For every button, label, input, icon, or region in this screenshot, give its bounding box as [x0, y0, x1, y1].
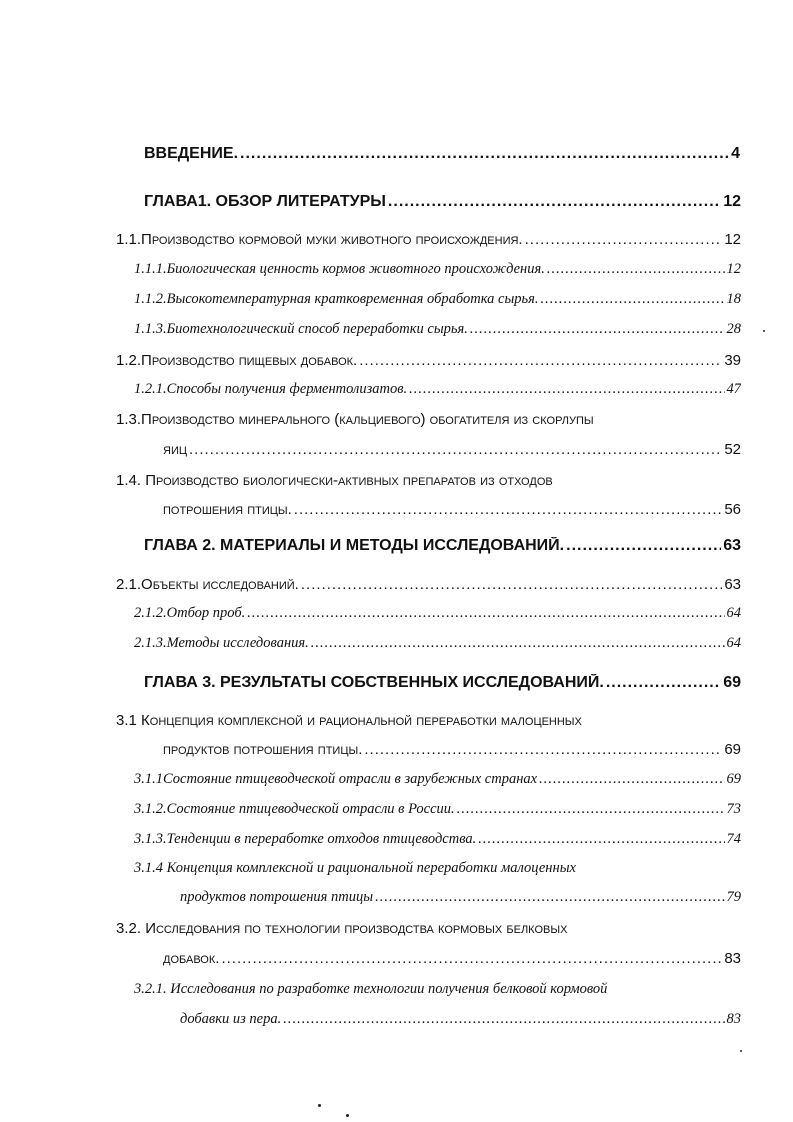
toc-page-number: 12	[726, 261, 741, 277]
toc-entry-2-1-2[interactable]	[134, 605, 741, 622]
toc-number: 3.2.1.	[134, 981, 171, 997]
leader-dots	[388, 193, 721, 211]
toc-title: Методы исследования.	[166, 635, 309, 651]
toc-page-number: 69	[724, 741, 741, 758]
toc-entry-1-1[interactable]	[116, 231, 741, 248]
toc-title: ГЛАВА1. ОБЗОР ЛИТЕРАТУРЫ	[144, 193, 386, 210]
leader-dots	[457, 801, 725, 818]
toc-number: 3.2.	[116, 920, 146, 937]
leader-dots	[547, 261, 725, 278]
toc-number: 3.1.1	[134, 771, 163, 787]
toc-entry-3-1-4-line1[interactable]	[134, 860, 576, 877]
toc-title-continued: добавки из пера.	[180, 1011, 282, 1027]
toc-page-number: 74	[726, 831, 741, 847]
leader-dots	[294, 501, 723, 518]
leader-dots	[409, 381, 724, 398]
toc-entry-1-1-2[interactable]	[134, 291, 741, 308]
scan-speck	[346, 1114, 349, 1117]
toc-entry-3-2-1-line2[interactable]	[180, 1011, 741, 1028]
leader-dots	[566, 537, 721, 555]
toc-page-number: 52	[724, 441, 741, 458]
toc-page-number: 69	[723, 674, 741, 691]
toc-entry-3-1-line2[interactable]	[163, 741, 741, 758]
toc-page-number: 39	[724, 352, 741, 369]
leader-dots	[606, 674, 721, 692]
toc-entry-3-2-line2[interactable]	[163, 950, 741, 967]
toc-title: Тенденции в переработке отходов птицеводства.	[166, 831, 477, 847]
toc-title-continued: потрошения птицы.	[163, 501, 292, 518]
toc-page-number: 63	[723, 537, 741, 554]
toc-entry-1-4-line1[interactable]	[116, 472, 553, 489]
toc-page-number: 12	[723, 193, 741, 210]
toc-title: Исследования по разработке технологии получения белковой кормовой	[170, 981, 608, 997]
toc-number: 3.1.4	[134, 860, 167, 876]
toc-title: Отбор проб.	[166, 605, 246, 621]
toc-page-number: 47	[726, 381, 741, 397]
toc-title: Концепция комплексной и рациональной переработки малоценных	[141, 712, 582, 729]
toc-page-number: 18	[726, 291, 741, 307]
toc-entry-3-1-2[interactable]	[134, 801, 741, 818]
toc-entry-1-4-line2[interactable]	[163, 501, 741, 518]
toc-title: Биотехнологический способ переработки сырья.	[166, 321, 468, 337]
leader-dots	[541, 291, 725, 308]
scan-speck	[763, 330, 765, 332]
leader-dots	[311, 635, 725, 652]
toc-title: Производство минерального (кальциевого) обогатителя из скорлупы	[141, 411, 594, 428]
leader-dots	[364, 741, 722, 758]
toc-page-number: 83	[724, 950, 741, 967]
toc-entry-3-1-3[interactable]	[134, 831, 741, 848]
toc-entry-1-3-line2[interactable]	[163, 441, 741, 458]
toc-title: ГЛАВА 2. МАТЕРИАЛЫ И МЕТОДЫ ИССЛЕДОВАНИЙ.	[144, 537, 565, 554]
toc-page-number: 56	[724, 501, 741, 518]
toc-title: Объекты исследований.	[141, 576, 299, 593]
toc-number: 1.1.1.	[134, 261, 167, 277]
toc-title: Состояние птицеводческой отрасли в зарубежных странах	[163, 771, 538, 787]
toc-entry-1-2[interactable]	[116, 352, 741, 369]
leader-dots	[525, 231, 723, 248]
toc-number: 2.1.2.	[134, 605, 167, 621]
toc-number: 3.1	[116, 712, 142, 729]
toc-number: 1.2.	[116, 352, 142, 369]
toc-entry-chapter-3[interactable]	[144, 674, 741, 692]
toc-page-number: 73	[726, 801, 741, 817]
toc-page-number: 63	[724, 576, 741, 593]
toc-entry-3-2-1-line1[interactable]	[134, 981, 607, 998]
toc-number: 1.1.2.	[134, 291, 167, 307]
toc-title: Производство пищевых добавок.	[141, 352, 358, 369]
leader-dots	[470, 321, 725, 338]
toc-title: Высокотемпературная кратковременная обработка сырья.	[166, 291, 539, 307]
toc-entry-1-1-1[interactable]	[134, 261, 741, 278]
toc-title: Биологическая ценность кормов животного происхождения.	[166, 261, 545, 277]
toc-page-number: 79	[726, 889, 741, 905]
leader-dots	[247, 605, 724, 622]
toc-number: 2.1.	[116, 576, 142, 593]
toc-page-number: 4	[731, 145, 740, 162]
toc-number: 1.4.	[116, 472, 146, 489]
toc-number: 3.1.3.	[134, 831, 167, 847]
toc-page-number: 12	[724, 231, 741, 248]
leader-dots	[539, 771, 724, 788]
leader-dots	[375, 889, 724, 906]
toc-number: 1.3.	[116, 411, 142, 428]
toc-number: 3.1.2.	[134, 801, 167, 817]
leader-dots	[283, 1011, 724, 1028]
toc-number: 1.2.1.	[134, 381, 167, 397]
toc-title-continued: продуктов потрошения птицы.	[163, 741, 363, 758]
leader-dots	[221, 950, 722, 967]
toc-page-number: 28	[726, 321, 741, 337]
toc-entry-1-1-3[interactable]	[134, 321, 741, 338]
toc-entry-2-1-3[interactable]	[134, 635, 741, 652]
toc-entry-3-1-1[interactable]	[134, 771, 741, 788]
toc-page-number: 64	[726, 635, 741, 651]
toc-entry-1-2-1[interactable]	[134, 381, 741, 398]
toc-page-number: 64	[726, 605, 741, 621]
toc-title: Исследования по технологии производства кормовых белковых	[145, 920, 568, 937]
toc-number: 1.1.	[116, 231, 142, 248]
toc-entry-3-1-line1[interactable]	[116, 712, 582, 729]
toc-page-number: 83	[726, 1011, 741, 1027]
toc-number: 2.1.3.	[134, 635, 167, 651]
toc-title: Концепция комплексной и рациональной переработки малоценных	[166, 860, 576, 876]
leader-dots	[301, 576, 722, 593]
toc-title: ВВЕДЕНИЕ.	[144, 145, 239, 162]
leader-dots	[189, 441, 722, 458]
toc-title: Состояние птицеводческой отрасли в России.	[166, 801, 455, 817]
toc-entry-introduction[interactable]	[144, 145, 740, 163]
scan-speck	[740, 1050, 742, 1052]
leader-dots	[240, 145, 729, 163]
toc-entry-3-1-4-line2[interactable]	[180, 889, 741, 906]
toc-entry-1-3-line1[interactable]	[116, 411, 594, 428]
toc-title-continued: яиц	[163, 441, 187, 458]
toc-title: Производство кормовой муки животного происхождения.	[141, 231, 523, 248]
toc-title: ГЛАВА 3. РЕЗУЛЬТАТЫ СОБСТВЕННЫХ ИССЛЕДОВАНИЙ.	[144, 674, 604, 691]
leader-dots	[478, 831, 724, 848]
toc-title-continued: добавок.	[163, 950, 220, 967]
toc-entry-3-2-line1[interactable]	[116, 920, 567, 937]
toc-entry-chapter-1[interactable]	[144, 193, 741, 211]
toc-title: Способы получения ферментолизатов.	[166, 381, 408, 397]
leader-dots	[359, 352, 722, 369]
scan-speck	[318, 1104, 321, 1107]
toc-page-number: 69	[726, 771, 741, 787]
toc-number: 1.1.3.	[134, 321, 167, 337]
toc-entry-2-1[interactable]	[116, 576, 741, 593]
toc-title-continued: продуктов потрошения птицы	[180, 889, 374, 905]
toc-title: Производство биологически-активных препаратов из отходов	[145, 472, 553, 489]
toc-entry-chapter-2[interactable]	[144, 537, 741, 555]
